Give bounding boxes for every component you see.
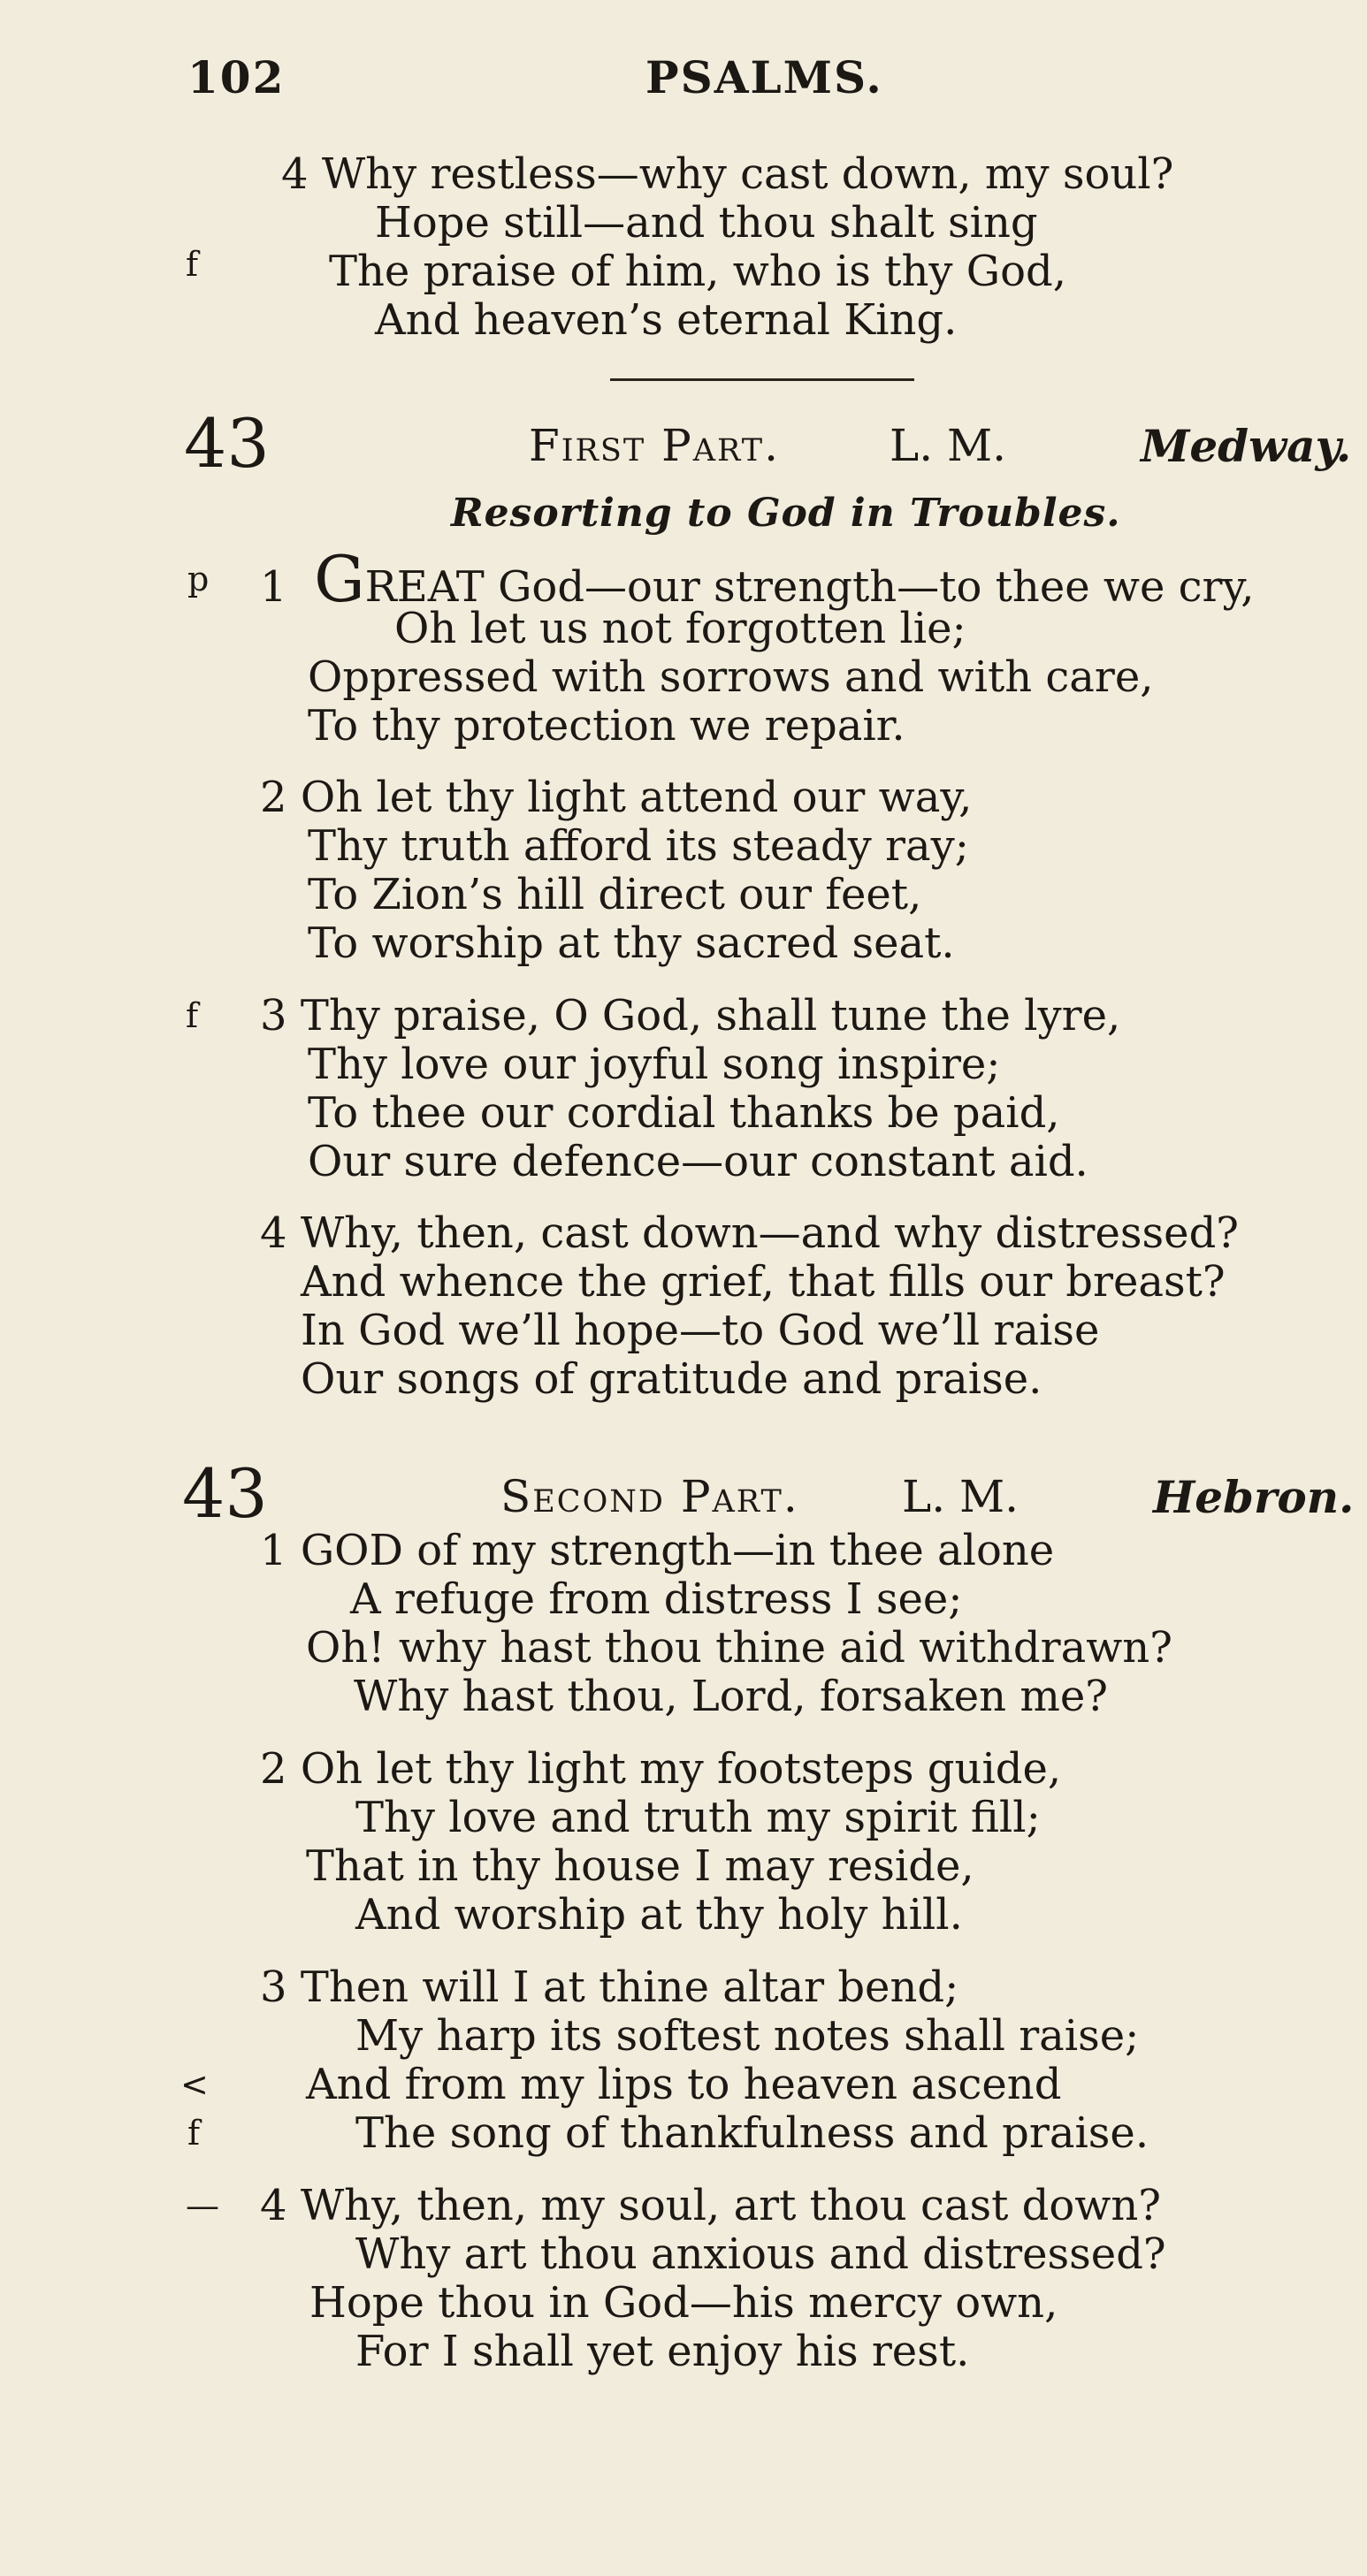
stanza-line: Hope thou in God—his mercy own, (309, 2278, 1058, 2328)
prev-stanza-line-3: The praise of him, who is thy God, (329, 247, 1066, 296)
stanza-line: 2 Oh let thy light attend our way, (260, 773, 973, 822)
stanza-line: 4 Why, then, cast down—and why distressed? (260, 1208, 1240, 1258)
prev-stanza-line-1: 4 Why restless—why cast down, my soul? (281, 149, 1174, 199)
stanza-number: 2 (260, 1744, 287, 1794)
dynamic-mark: p (187, 560, 210, 598)
stanza-line: To worship at thy sacred seat. (308, 918, 955, 968)
running-title: PSALMS. (645, 51, 883, 103)
stanza-line: Why hast thou, Lord, forsaken me? (354, 1672, 1109, 1721)
psalm-subtitle: Resorting to God in Troubles. (451, 491, 1121, 536)
stanza-number: 1 (260, 1526, 287, 1575)
stanza-line: And worship at thy holy hill. (355, 1890, 963, 1940)
stanza-line: To thee our cordial thanks be paid, (308, 1088, 1060, 1138)
stanza-line: 1 GOD of my strength—in thee alone (260, 1526, 1055, 1575)
dynamic-mark: f (186, 245, 199, 284)
dynamic-mark: f (186, 996, 199, 1035)
page-number: 102 (187, 51, 286, 103)
stanza-line: For I shall yet enjoy his rest. (355, 2327, 970, 2376)
stanza-line: Thy truth afford its steady ray; (308, 821, 969, 871)
stanza-number: 1 (260, 562, 287, 612)
meter-label: L. M. (902, 1471, 1020, 1522)
stanza-number: 3 (260, 1962, 287, 2012)
part-label: Second Part. (500, 1471, 799, 1522)
stanza-line: That in thy house I may reside, (306, 1841, 974, 1891)
psalm-number: 43 (182, 1454, 268, 1533)
stanza-line: The song of thankfulness and praise. (355, 2108, 1149, 2158)
stanza-line: 1 GREAT God—our strength—to thee we cry, (260, 542, 1255, 616)
dynamic-mark: < (180, 2065, 209, 2104)
stanza-line: And whence the grief, that fills our breast? (301, 1257, 1226, 1307)
meter-label: L. M. (890, 420, 1007, 471)
psalm-number: 43 (184, 404, 270, 483)
stanza-line: Thy love and truth my spirit fill; (355, 1793, 1041, 1842)
part-label: First Part. (529, 420, 780, 471)
stanza-number: 2 (260, 773, 287, 822)
dynamic-mark: — (186, 2186, 219, 2225)
drop-cap: G (314, 542, 365, 616)
stanza-line: Thy love our joyful song inspire; (308, 1040, 1001, 1089)
stanza-line: Our sure defence—our constant aid. (308, 1137, 1088, 1186)
stanza-line: Why art thou anxious and distressed? (355, 2229, 1166, 2279)
stanza-line: Our songs of gratitude and praise. (301, 1354, 1042, 1404)
section-divider (610, 378, 914, 381)
prev-stanza-line-2: Hope still—and thou shalt sing (375, 198, 1038, 248)
stanza-line: Oh! why hast thou thine aid withdrawn? (306, 1623, 1172, 1673)
stanza-line: A refuge from distress I see; (350, 1574, 963, 1624)
stanza-line: To thy protection we repair. (308, 701, 905, 751)
stanza-line: My harp its softest notes shall raise; (355, 2011, 1140, 2061)
stanza-line: 3 Thy praise, O God, shall tune the lyre, (260, 991, 1121, 1040)
stanza-number: 4 (281, 149, 309, 199)
stanza-line: 3 Then will I at thine altar bend; (260, 1962, 959, 2012)
stanza-line: In God we’ll hope—to God we’ll raise (301, 1306, 1100, 1355)
stanza-line: Oh let us not forgotten lie; (394, 604, 966, 653)
stanza-line: To Zion’s hill direct our feet, (308, 870, 922, 919)
stanza-line: 2 Oh let thy light my footsteps guide, (260, 1744, 1062, 1794)
stanza-number: 3 (260, 991, 287, 1040)
dynamic-mark: f (187, 2114, 201, 2153)
prev-stanza-line-4: And heaven’s eternal King. (375, 295, 958, 345)
stanza-line: 4 Why, then, my soul, art thou cast down? (260, 2181, 1161, 2230)
stanza-number: 4 (260, 1208, 287, 1258)
stanza-line: And from my lips to heaven ascend (306, 2060, 1062, 2109)
stanza-number: 4 (260, 2181, 287, 2230)
tune-name: Medway. (1141, 420, 1352, 472)
stanza-line: Oppressed with sorrows and with care, (308, 652, 1154, 702)
tune-name: Hebron. (1153, 1471, 1355, 1523)
